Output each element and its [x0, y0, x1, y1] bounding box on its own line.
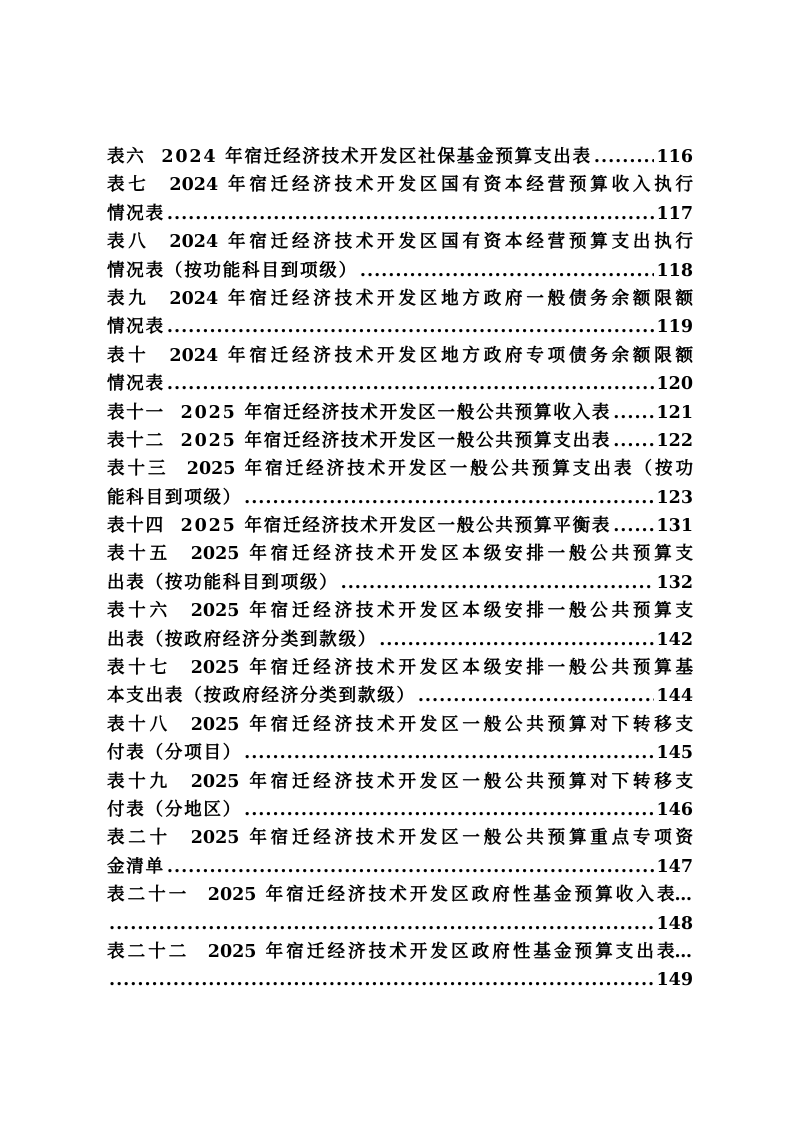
toc-entry-text: 情况表: [107, 203, 165, 224]
toc-entry-text: 表七 2024 年宿迁经济技术开发区国有资本经营预算收入执行: [107, 175, 693, 196]
toc-entry-text: 本支出表（按政府经济分类到款级）: [107, 686, 416, 707]
toc-entry-text: 表二十一 2025 年宿迁经济技术开发区政府性基金预算收入表: [107, 885, 675, 906]
toc-entry-line[interactable]: [107, 484, 693, 512]
toc-entry-line: [107, 455, 693, 483]
toc-entry-text: 表十 2024 年宿迁经济技术开发区地方政府专项债务余额限额: [107, 345, 693, 366]
toc-entry-line[interactable]: [107, 569, 693, 597]
dot-leader: [167, 370, 655, 398]
dot-leader: [379, 626, 654, 654]
dot-leader: [244, 796, 654, 824]
toc-entry-text: 表十二 2025 年宿迁经济技术开发区一般公共预算支出表: [107, 430, 612, 451]
dot-leader: [613, 399, 654, 427]
toc-entry-text: 情况表: [107, 374, 165, 395]
toc-entry-line[interactable]: [107, 853, 693, 881]
page-number: 149: [656, 970, 693, 991]
toc-entry-line[interactable]: [107, 910, 693, 938]
page-number: 147: [656, 856, 693, 877]
toc-entry-text: 表十九 2025 年宿迁经济技术开发区一般公共预算对下转移支: [107, 771, 693, 792]
toc-entry-line: [107, 171, 693, 199]
toc-entry-line[interactable]: [107, 427, 693, 455]
dot-leader: [167, 200, 655, 228]
dot-leader: [360, 257, 655, 285]
page-number: 117: [656, 203, 693, 224]
page-number: 144: [656, 686, 693, 707]
toc-entry-text: 表十三 2025 年宿迁经济技术开发区一般公共预算支出表（按功: [107, 459, 693, 480]
dot-leader: [244, 739, 654, 767]
page-number: 142: [656, 629, 693, 650]
page-number: 118: [656, 260, 693, 281]
page-number: 148: [656, 913, 693, 934]
toc-entry-line[interactable]: [107, 796, 693, 824]
toc-entry-text: 表十七 2025 年宿迁经济技术开发区本级安排一般公共预算基: [107, 658, 693, 679]
dot-leader: [594, 143, 655, 171]
toc-entry-text: 表十四 2025 年宿迁经济技术开发区一般公共预算平衡表: [107, 516, 612, 537]
dot-leader: [613, 427, 654, 455]
toc-entry-text: 表十一 2025 年宿迁经济技术开发区一般公共预算收入表: [107, 402, 612, 423]
page-number: 122: [656, 430, 693, 451]
dot-leader: [109, 966, 654, 994]
toc-entry-line[interactable]: [107, 966, 693, 994]
toc-entry-line[interactable]: [107, 399, 693, 427]
toc-entry-line[interactable]: [107, 200, 693, 228]
toc-entry-line[interactable]: [107, 143, 693, 171]
dot-leader: [109, 910, 654, 938]
toc-entry-text: 付表（分地区）: [107, 799, 243, 820]
page-number: 120: [656, 374, 693, 395]
toc-entry-line[interactable]: [107, 739, 693, 767]
dot-leader: [675, 938, 694, 966]
page-number: 121: [656, 402, 693, 423]
toc-entry-line[interactable]: [107, 682, 693, 710]
toc-entry-text: 表二十二 2025 年宿迁经济技术开发区政府性基金预算支出表: [107, 941, 675, 962]
toc-entry-text: 情况表（按功能科目到项级）: [107, 260, 358, 281]
dot-leader: [341, 569, 655, 597]
dot-leader: [167, 313, 655, 341]
dot-leader: [167, 853, 655, 881]
page-number: 132: [656, 572, 693, 593]
toc-entry-text: 付表（分项目）: [107, 743, 243, 764]
dot-leader: [244, 484, 654, 512]
toc-entry-text: 能科目到项级）: [107, 487, 243, 508]
toc-entry-text: 情况表: [107, 317, 165, 338]
dot-leader: [675, 881, 694, 909]
table-of-contents: [107, 143, 693, 995]
page-number: 131: [656, 516, 693, 537]
toc-entry-text: 金清单: [107, 856, 165, 877]
toc-entry-line: [107, 711, 693, 739]
dot-leader: [418, 682, 655, 710]
toc-entry-line: [107, 824, 693, 852]
toc-entry-line: [107, 654, 693, 682]
toc-entry-text: 表十六 2025 年宿迁经济技术开发区本级安排一般公共预算支: [107, 601, 693, 622]
page-number: 146: [656, 799, 693, 820]
toc-entry-line: [107, 285, 693, 313]
toc-entry-text: 表九 2024 年宿迁经济技术开发区地方政府一般债务余额限额: [107, 288, 693, 309]
page-number: 119: [656, 317, 693, 338]
toc-entry-line[interactable]: [107, 370, 693, 398]
toc-entry-line: [107, 768, 693, 796]
toc-entry-line[interactable]: [107, 512, 693, 540]
toc-entry-line: [107, 540, 693, 568]
toc-entry-line: [107, 938, 693, 966]
toc-entry-line: [107, 228, 693, 256]
toc-entry-line[interactable]: [107, 626, 693, 654]
toc-entry-text: 出表（按功能科目到项级）: [107, 572, 339, 593]
toc-entry-line[interactable]: [107, 313, 693, 341]
page-number: 145: [656, 743, 693, 764]
toc-entry-line: [107, 881, 693, 909]
dot-leader: [613, 512, 654, 540]
toc-entry-text: 表六 2024 年宿迁经济技术开发区社保基金预算支出表: [107, 147, 592, 167]
toc-entry-text: 表十五 2025 年宿迁经济技术开发区本级安排一般公共预算支: [107, 544, 693, 565]
page-number: 123: [656, 487, 693, 508]
toc-entry-text: 表十八 2025 年宿迁经济技术开发区一般公共预算对下转移支: [107, 714, 693, 735]
toc-entry-text: 出表（按政府经济分类到款级）: [107, 629, 378, 650]
toc-entry-line: [107, 597, 693, 625]
page-number: 116: [656, 147, 693, 167]
toc-entry-text: 表八 2024 年宿迁经济技术开发区国有资本经营预算支出执行: [107, 232, 693, 253]
toc-entry-line[interactable]: [107, 257, 693, 285]
toc-entry-line: [107, 342, 693, 370]
toc-entry-text: 表二十 2025 年宿迁经济技术开发区一般公共预算重点专项资: [107, 828, 693, 849]
